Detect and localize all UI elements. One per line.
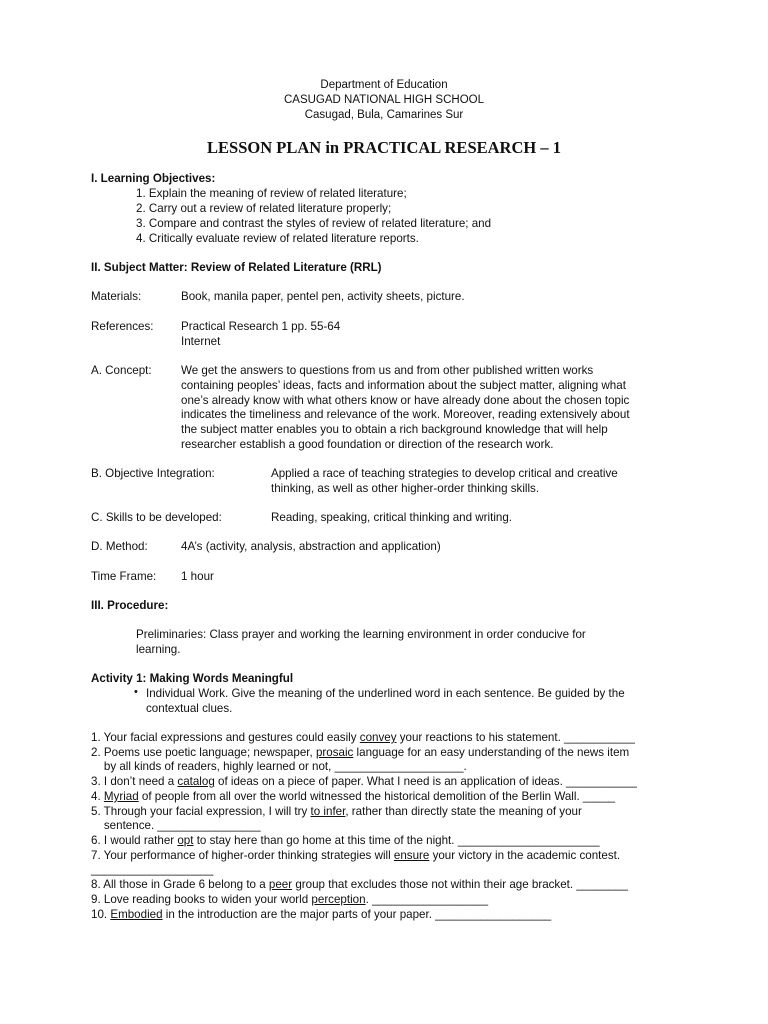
- procedure-heading: III. Procedure:: [91, 599, 169, 612]
- sentence-text: your victory in the academic contest.: [429, 849, 621, 862]
- objective-item: 1. Explain the meaning of review of related literature;: [136, 187, 407, 200]
- sentence-line: [91, 746, 629, 761]
- objective-item: 3. Compare and contrast the styles of review of related literature; and: [136, 217, 492, 230]
- underlined-word: Myriad: [103, 790, 139, 803]
- sentence-text: your reactions to his statement. ___________: [396, 731, 635, 744]
- sentence-text: 3. I don’t need a: [91, 775, 178, 788]
- underlined-word: to infer: [310, 805, 346, 818]
- concept-label: A. Concept:: [91, 364, 152, 377]
- sentence-text: 1. Your facial expressions and gestures could easily: [91, 731, 360, 744]
- underlined-word: catalog: [177, 775, 215, 788]
- objectives-heading: I. Learning Objectives:: [91, 172, 216, 185]
- underlined-word: ensure: [393, 849, 430, 862]
- document-title: LESSON PLAN in PRACTICAL RESEARCH – 1: [207, 138, 561, 157]
- sentence-line: [91, 863, 214, 878]
- sentence-text: sentence. ________________: [91, 819, 261, 832]
- sentence-line: [91, 834, 600, 849]
- objective-integration-text: thinking, as well as other higher-order thinking skills.: [271, 482, 540, 495]
- underlined-word: Embodied: [110, 908, 163, 921]
- concept-text-line: containing peoples’ ideas, facts and information about the subject matter, aligning what: [181, 379, 626, 392]
- subject-matter-heading: II. Subject Matter: Review of Related Literature (RRL): [91, 261, 382, 274]
- sentence-text: group that excludes those not within their age bracket. ________: [292, 878, 628, 891]
- references-value: Practical Research 1 pp. 55-64: [181, 320, 341, 333]
- objective-item: 2. Carry out a review of related literature properly;: [136, 202, 392, 215]
- time-frame-label: Time Frame:: [91, 570, 157, 583]
- underlined-word: opt: [177, 834, 194, 847]
- activity-instruction: Individual Work. Give the meaning of the underlined word in each sentence. Be guided by the: [146, 687, 625, 700]
- method-label: D. Method:: [91, 540, 148, 553]
- sentence-text: language for an easy understanding of the news item: [353, 746, 630, 759]
- underlined-word: peer: [268, 878, 293, 891]
- objective-integration-label: B. Objective Integration:: [91, 467, 215, 480]
- sentence-text: to stay here than go home at this time of the night. ______________________: [193, 834, 600, 847]
- activity-heading: Activity 1: Making Words Meaningful: [91, 672, 294, 685]
- concept-text-line: one’s already know with what others know or have already done about the chosen topic: [181, 394, 630, 407]
- objective-item: 4. Critically evaluate review of related literature reports.: [136, 232, 419, 245]
- sentence-text: 7. Your performance of higher-order thinking strategies will: [91, 849, 394, 862]
- concept-text-line: the subject matter enables you to obtain a rich background knowledge that will help: [181, 423, 608, 436]
- skills-value: Reading, speaking, critical thinking and writing.: [271, 511, 513, 524]
- sentence-line: [91, 731, 635, 746]
- sentence-line: [91, 819, 261, 834]
- concept-text-line: researcher establish a good foundation or direction of the research work.: [181, 438, 554, 451]
- preliminaries-text: Preliminaries: Class prayer and working the learning environment in order conducive for: [136, 628, 586, 641]
- sentence-text: ___________________: [91, 863, 214, 876]
- sentence-text: 10.: [91, 908, 111, 921]
- underlined-word: prosaic: [315, 746, 354, 759]
- sentence-line: [91, 760, 467, 775]
- materials-label: Materials:: [91, 290, 142, 303]
- activity-instruction: contextual clues.: [146, 702, 233, 715]
- sentence-line: [91, 775, 637, 790]
- references-label: References:: [91, 320, 154, 333]
- sentence-line: [91, 790, 615, 805]
- school-address: Casugad, Bula, Camarines Sur: [304, 109, 464, 121]
- sentence-text: 8. All those in Grade 6 belong to a: [91, 878, 269, 891]
- method-value: 4A’s (activity, analysis, abstraction and application): [181, 540, 441, 553]
- sentence-text: 9. Love reading books to widen your world: [91, 893, 312, 906]
- sentence-line: [91, 878, 628, 893]
- sentence-text: in the introduction are the major parts of your paper. __________________: [162, 908, 552, 921]
- concept-text-line: We get the answers to questions from us and from other published written works: [181, 364, 594, 377]
- underlined-word: convey: [359, 731, 397, 744]
- materials-value: Book, manila paper, pentel pen, activity sheets, picture.: [181, 290, 465, 303]
- sentence-line: [91, 893, 488, 908]
- sentence-line: [91, 849, 620, 864]
- underlined-word: perception: [311, 893, 366, 906]
- bullet-icon: •: [134, 686, 138, 698]
- sentence-text: 2. Poems use poetic language; newspaper,: [91, 746, 316, 759]
- concept-text-line: indicates the timeliness and relevance of the work. Moreover, reading extensively about: [181, 408, 630, 421]
- sentence-text: . __________________: [365, 893, 489, 906]
- objective-integration-text: Applied a race of teaching strategies to develop critical and creative: [271, 467, 618, 480]
- sentence-text: of ideas on a piece of paper. What I need is an application of ideas. ___________: [214, 775, 637, 788]
- sentence-line: [91, 908, 551, 923]
- preliminaries-text: learning.: [136, 643, 181, 656]
- sentence-text: , rather than directly state the meaning of your: [345, 805, 582, 818]
- department-name: Department of Education: [320, 79, 448, 91]
- sentence-text: 6. I would rather: [91, 834, 178, 847]
- time-frame-value: 1 hour: [181, 570, 214, 583]
- sentence-text: 5. Through your facial expression, I will try: [91, 805, 311, 818]
- sentence-text: 4.: [91, 790, 104, 803]
- skills-label: C. Skills to be developed:: [91, 511, 222, 524]
- references-value: Internet: [181, 335, 221, 348]
- sentence-text: by all kinds of readers, highly learned or not, ____________________.: [91, 760, 467, 773]
- school-name: CASUGAD NATIONAL HIGH SCHOOL: [283, 94, 484, 106]
- sentence-text: of people from all over the world witnessed the historical demolition of the Berlin Wall. _____: [138, 790, 616, 803]
- sentence-line: [91, 805, 582, 820]
